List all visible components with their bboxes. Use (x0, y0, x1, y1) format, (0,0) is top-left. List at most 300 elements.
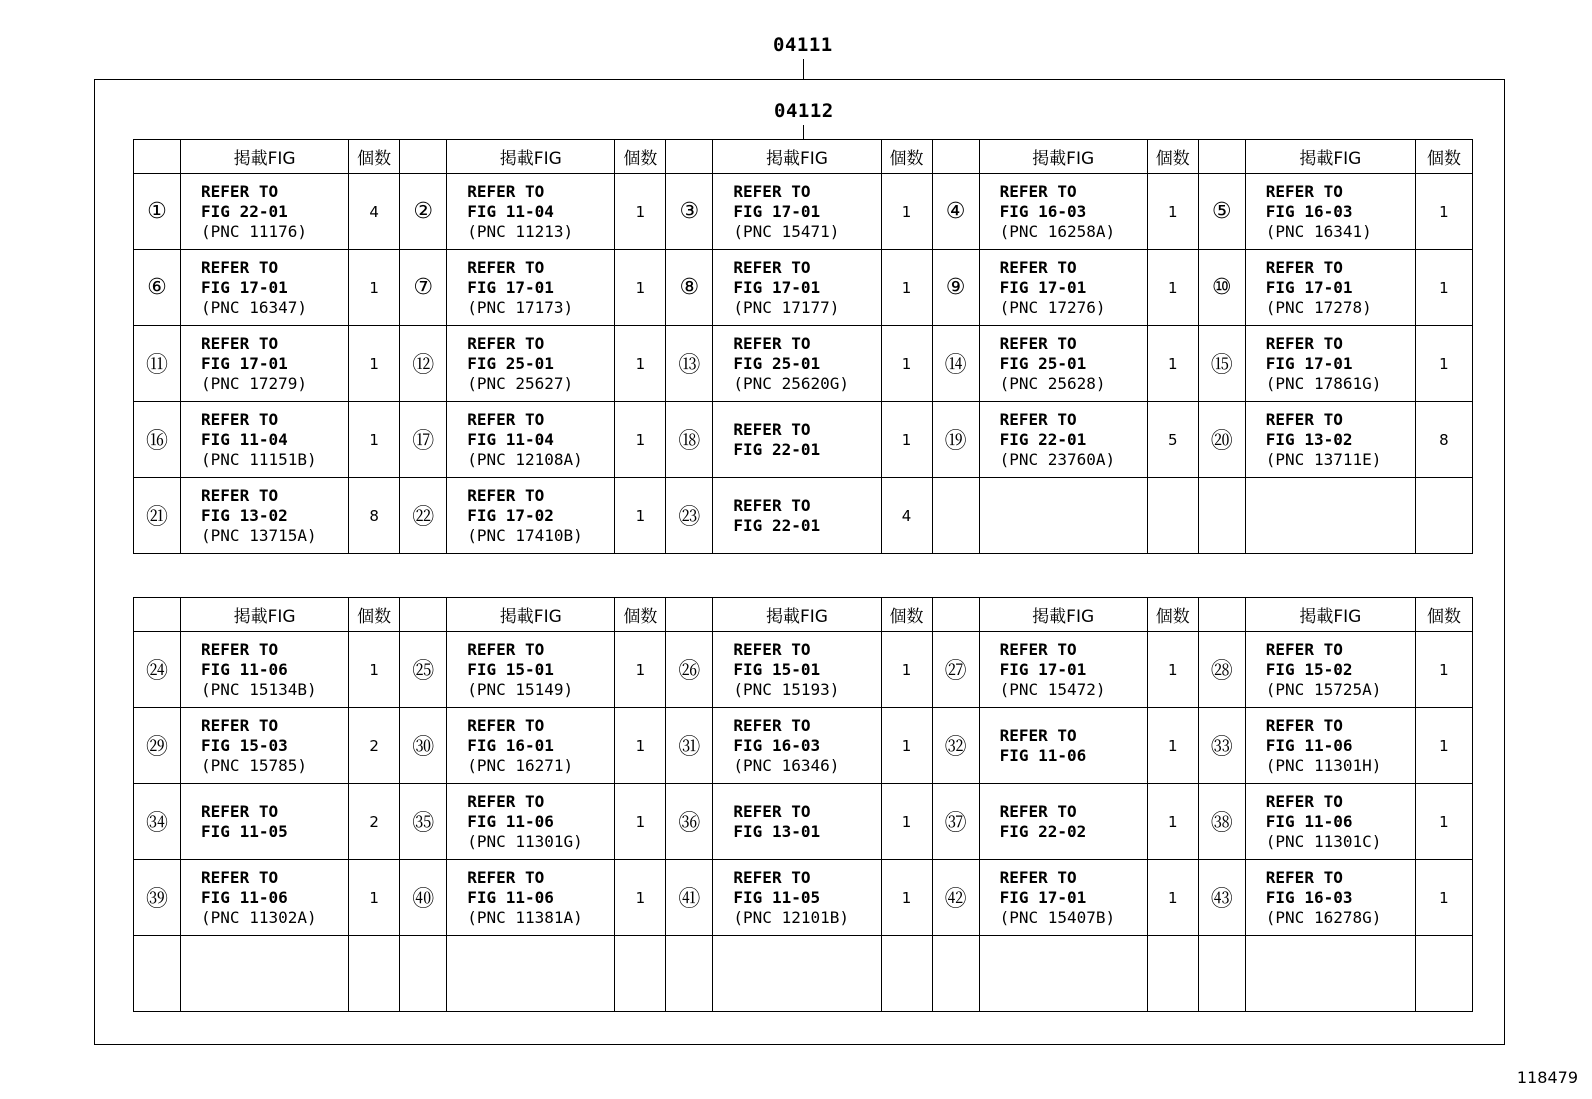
quantity: 1 (881, 632, 932, 708)
pnc-code: (PNC 16278G) (1265, 907, 1382, 927)
item-number: ⑩ (1198, 250, 1245, 326)
item-number: ㉖ (666, 632, 713, 708)
fig-reference (447, 784, 615, 860)
item-number: ㉒ (400, 478, 447, 554)
quantity: 1 (1147, 860, 1198, 936)
fig-reference (713, 326, 881, 402)
fig-reference (1245, 402, 1415, 478)
refer-to-text: REFER TO (999, 725, 1077, 745)
pnc-code: (PNC 15471) (733, 221, 840, 241)
item-number (1198, 936, 1245, 1012)
fig-reference (181, 860, 349, 936)
fig-number: FIG 25-01 (733, 353, 821, 373)
item-number: ⑮ (1198, 326, 1245, 402)
fig-reference (713, 402, 881, 478)
fig-number: FIG 17-01 (1265, 277, 1353, 297)
header-number-cell (400, 140, 447, 174)
fig-reference (1245, 478, 1415, 554)
fig-reference (1245, 174, 1415, 250)
fig-reference (1245, 632, 1415, 708)
quantity: 1 (615, 174, 666, 250)
pnc-code: (PNC 11301C) (1265, 831, 1382, 851)
pnc-code: (PNC 17861G) (1265, 373, 1382, 393)
quantity: 1 (615, 784, 666, 860)
refer-to-text: REFER TO (467, 257, 545, 277)
fig-number: FIG 16-01 (467, 735, 554, 755)
table-row (134, 250, 1473, 326)
fig-reference (447, 250, 615, 326)
fig-number: FIG 11-06 (467, 811, 554, 831)
fig-reference (447, 402, 615, 478)
quantity: 1 (615, 402, 666, 478)
fig-reference (181, 250, 349, 326)
quantity: 1 (1415, 250, 1472, 326)
refer-to-text: REFER TO (1265, 409, 1343, 429)
quantity: 1 (881, 326, 932, 402)
quantity: 1 (1147, 326, 1198, 402)
table-header-row (134, 598, 1473, 632)
fig-number: FIG 17-01 (733, 201, 821, 221)
fig-reference (181, 708, 349, 784)
item-number (932, 478, 979, 554)
header-qty-cell: 個数 (1415, 598, 1472, 632)
refer-to-text: REFER TO (1265, 257, 1343, 277)
item-number: ⑫ (400, 326, 447, 402)
refer-to-text: REFER TO (1265, 639, 1343, 659)
pnc-code: (PNC 17177) (733, 297, 840, 317)
quantity: 5 (1147, 402, 1198, 478)
fig-reference (713, 478, 881, 554)
fig-number: FIG 22-01 (999, 429, 1087, 449)
fig-reference (447, 860, 615, 936)
pnc-code: (PNC 11302A) (201, 907, 317, 927)
header-qty-cell: 個数 (349, 140, 400, 174)
fig-reference (979, 174, 1147, 250)
item-number: ㉔ (134, 632, 181, 708)
item-number: ⑬ (666, 326, 713, 402)
fig-reference (1245, 326, 1415, 402)
header-qty-cell: 個数 (1415, 140, 1472, 174)
table-row (134, 326, 1473, 402)
refer-to-text: REFER TO (1265, 715, 1343, 735)
item-number: ㉗ (932, 632, 979, 708)
fig-number: FIG 22-01 (733, 515, 821, 535)
quantity: 8 (1415, 402, 1472, 478)
refer-to-text: REFER TO (201, 801, 279, 821)
pnc-code: (PNC 13715A) (201, 525, 317, 545)
quantity: 1 (1415, 326, 1472, 402)
item-number: ㉑ (134, 478, 181, 554)
fig-number: FIG 17-01 (201, 353, 288, 373)
fig-reference (713, 174, 881, 250)
header-fig-cell: 掲載FIG (447, 140, 615, 174)
pnc-code: (PNC 23760A) (999, 449, 1116, 469)
quantity: 1 (349, 632, 400, 708)
pnc-code: (PNC 15472) (999, 679, 1106, 699)
refer-to-text: REFER TO (733, 639, 811, 659)
quantity (881, 936, 932, 1012)
fig-reference (713, 936, 881, 1012)
fig-number: FIG 16-03 (1265, 201, 1353, 221)
item-number: ⑱ (666, 402, 713, 478)
refer-to-text: REFER TO (999, 181, 1077, 201)
fig-reference (1245, 708, 1415, 784)
table-row (134, 708, 1473, 784)
refer-to-text: REFER TO (467, 867, 545, 887)
item-number: ㉕ (400, 632, 447, 708)
item-number: ⑤ (1198, 174, 1245, 250)
fig-reference (1245, 250, 1415, 326)
item-number: ㉜ (932, 708, 979, 784)
pnc-code: (PNC 16347) (201, 297, 307, 317)
refer-to-text: REFER TO (733, 801, 811, 821)
header-qty-cell: 個数 (615, 598, 666, 632)
pnc-code: (PNC 17279) (201, 373, 307, 393)
quantity: 1 (881, 402, 932, 478)
table-row (134, 478, 1473, 554)
quantity: 1 (615, 478, 666, 554)
table-header-row (134, 140, 1473, 174)
quantity: 1 (881, 250, 932, 326)
item-number: ㊴ (134, 860, 181, 936)
item-number: ㊷ (932, 860, 979, 936)
item-number: ⑰ (400, 402, 447, 478)
quantity: 1 (1147, 632, 1198, 708)
item-number: ㉝ (1198, 708, 1245, 784)
header-qty-cell: 個数 (1147, 598, 1198, 632)
pnc-code: (PNC 15785) (201, 755, 307, 775)
outer-assembly-code: 04111 (773, 34, 833, 56)
pnc-code: (PNC 11213) (467, 221, 574, 241)
fig-reference (1245, 860, 1415, 936)
fig-reference (181, 402, 349, 478)
fig-reference (979, 250, 1147, 326)
pnc-code: (PNC 25628) (999, 373, 1106, 393)
quantity: 1 (615, 632, 666, 708)
fig-number: FIG 13-01 (733, 821, 821, 841)
fig-reference (713, 784, 881, 860)
refer-to-text: REFER TO (733, 181, 811, 201)
fig-number: FIG 17-01 (733, 277, 821, 297)
item-number: ⑧ (666, 250, 713, 326)
fig-reference (713, 632, 881, 708)
item-number (932, 936, 979, 1012)
refer-to-text: REFER TO (733, 495, 811, 515)
fig-number: FIG 13-02 (1265, 429, 1353, 449)
fig-number: FIG 22-02 (999, 821, 1087, 841)
fig-reference (447, 936, 615, 1012)
pnc-code: (PNC 16341) (1265, 221, 1372, 241)
refer-to-text: REFER TO (999, 639, 1077, 659)
pnc-code: (PNC 16346) (733, 755, 840, 775)
table-row (134, 936, 1473, 1012)
item-number: ② (400, 174, 447, 250)
refer-to-text: REFER TO (999, 867, 1077, 887)
pnc-code: (PNC 12108A) (467, 449, 583, 469)
fig-number: FIG 17-01 (1265, 353, 1353, 373)
item-number: ㊱ (666, 784, 713, 860)
quantity (1147, 478, 1198, 554)
refer-to-text: REFER TO (1265, 791, 1343, 811)
fig-reference (979, 632, 1147, 708)
pnc-code: (PNC 11301G) (467, 831, 583, 851)
table-row (134, 784, 1473, 860)
refer-to-text: REFER TO (201, 181, 279, 201)
refer-to-text: REFER TO (999, 257, 1077, 277)
item-number: ⑥ (134, 250, 181, 326)
item-number: ⑯ (134, 402, 181, 478)
header-number-cell (1198, 598, 1245, 632)
fig-number: FIG 15-03 (201, 735, 288, 755)
pnc-code: (PNC 11151B) (201, 449, 317, 469)
header-qty-cell: 個数 (881, 140, 932, 174)
item-number: ㉚ (400, 708, 447, 784)
quantity: 1 (615, 860, 666, 936)
item-number (400, 936, 447, 1012)
header-number-cell (1198, 140, 1245, 174)
item-number (134, 936, 181, 1012)
item-number: ⑦ (400, 250, 447, 326)
fig-reference (979, 784, 1147, 860)
quantity (1415, 478, 1472, 554)
quantity: 1 (1147, 250, 1198, 326)
pnc-code: (PNC 15134B) (201, 679, 317, 699)
fig-number: FIG 11-06 (201, 887, 288, 907)
item-number: ⑪ (134, 326, 181, 402)
quantity: 4 (881, 478, 932, 554)
fig-number: FIG 16-03 (733, 735, 821, 755)
fig-reference (447, 326, 615, 402)
header-number-cell (134, 598, 181, 632)
pnc-code: (PNC 11176) (201, 221, 307, 241)
header-number-cell (666, 598, 713, 632)
item-number: ㉟ (400, 784, 447, 860)
header-number-cell (400, 598, 447, 632)
refer-to-text: REFER TO (467, 181, 545, 201)
quantity: 2 (349, 784, 400, 860)
refer-to-text: REFER TO (467, 715, 545, 735)
fig-reference (181, 174, 349, 250)
quantity: 1 (1415, 632, 1472, 708)
header-number-cell (932, 140, 979, 174)
pnc-code: (PNC 17276) (999, 297, 1106, 317)
fig-number: FIG 16-03 (999, 201, 1087, 221)
header-fig-cell: 掲載FIG (713, 140, 881, 174)
fig-number: FIG 11-06 (1265, 735, 1353, 755)
pnc-code: (PNC 15725A) (1265, 679, 1382, 699)
item-number: ㊸ (1198, 860, 1245, 936)
item-number (1198, 478, 1245, 554)
quantity: 8 (349, 478, 400, 554)
fig-number: FIG 11-04 (467, 429, 554, 449)
refer-to-text: REFER TO (467, 333, 545, 353)
fig-number: FIG 22-01 (201, 201, 288, 221)
illustration-id: 118479 (1516, 1068, 1578, 1087)
fig-reference (1245, 784, 1415, 860)
refer-to-text: REFER TO (1265, 181, 1343, 201)
refer-to-text: REFER TO (733, 257, 811, 277)
item-number: ④ (932, 174, 979, 250)
fig-number: FIG 15-01 (467, 659, 554, 679)
refer-to-text: REFER TO (999, 333, 1077, 353)
quantity: 1 (1415, 860, 1472, 936)
quantity (1415, 936, 1472, 1012)
item-number: ㉞ (134, 784, 181, 860)
quantity: 2 (349, 708, 400, 784)
fig-number: FIG 16-03 (1265, 887, 1353, 907)
table-row (134, 860, 1473, 936)
pnc-code: (PNC 15149) (467, 679, 574, 699)
header-qty-cell: 個数 (1147, 140, 1198, 174)
quantity: 1 (1415, 708, 1472, 784)
fig-reference (447, 478, 615, 554)
refer-to-text: REFER TO (201, 639, 279, 659)
fig-number: FIG 17-01 (999, 887, 1087, 907)
fig-number: FIG 25-01 (467, 353, 554, 373)
header-fig-cell: 掲載FIG (979, 140, 1147, 174)
table-row (134, 174, 1473, 250)
quantity: 1 (1147, 174, 1198, 250)
fig-number: FIG 15-01 (733, 659, 821, 679)
item-number: ㉛ (666, 708, 713, 784)
refer-to-text: REFER TO (201, 715, 279, 735)
fig-reference (181, 326, 349, 402)
quantity: 4 (349, 174, 400, 250)
header-number-cell (666, 140, 713, 174)
quantity: 1 (1415, 784, 1472, 860)
quantity: 1 (615, 326, 666, 402)
fig-number: FIG 22-01 (733, 439, 821, 459)
fig-number: FIG 17-01 (467, 277, 554, 297)
item-number: ⑲ (932, 402, 979, 478)
quantity: 1 (1147, 708, 1198, 784)
header-qty-cell: 個数 (615, 140, 666, 174)
refer-to-text: REFER TO (1265, 867, 1343, 887)
pnc-code: (PNC 17173) (467, 297, 574, 317)
pnc-code: (PNC 25620G) (733, 373, 849, 393)
fig-reference (713, 708, 881, 784)
fig-reference (979, 708, 1147, 784)
fig-reference (979, 402, 1147, 478)
quantity: 1 (1415, 174, 1472, 250)
quantity: 1 (615, 250, 666, 326)
item-number (666, 936, 713, 1012)
item-number: ㊶ (666, 860, 713, 936)
header-fig-cell: 掲載FIG (1245, 140, 1415, 174)
quantity: 1 (881, 708, 932, 784)
item-number: ㊵ (400, 860, 447, 936)
item-number: ㊲ (932, 784, 979, 860)
item-number: ㊳ (1198, 784, 1245, 860)
fig-number: FIG 25-01 (999, 353, 1087, 373)
item-number: ⑭ (932, 326, 979, 402)
header-fig-cell: 掲載FIG (1245, 598, 1415, 632)
fig-number: FIG 11-06 (201, 659, 288, 679)
fig-reference (979, 860, 1147, 936)
pnc-code: (PNC 11301H) (1265, 755, 1382, 775)
item-number: ㉙ (134, 708, 181, 784)
refer-to-text: REFER TO (201, 485, 279, 505)
item-number: ③ (666, 174, 713, 250)
fig-reference (713, 860, 881, 936)
fig-number: FIG 17-01 (999, 659, 1087, 679)
quantity: 1 (615, 708, 666, 784)
quantity: 1 (349, 250, 400, 326)
item-number: ㉓ (666, 478, 713, 554)
quantity (615, 936, 666, 1012)
pnc-code: (PNC 17278) (1265, 297, 1372, 317)
fig-number: FIG 11-05 (201, 821, 288, 841)
refer-to-text: REFER TO (733, 867, 811, 887)
quantity: 1 (349, 326, 400, 402)
fig-reference (713, 250, 881, 326)
pnc-code: (PNC 17410B) (467, 525, 583, 545)
item-number: ⑳ (1198, 402, 1245, 478)
inner-leader-line (803, 125, 804, 140)
fig-number: FIG 11-04 (467, 201, 554, 221)
fig-reference (447, 174, 615, 250)
refer-to-text: REFER TO (201, 867, 279, 887)
fig-reference (447, 708, 615, 784)
quantity: 1 (349, 860, 400, 936)
pnc-code: (PNC 15193) (733, 679, 840, 699)
pnc-code: (PNC 16271) (467, 755, 574, 775)
pnc-code: (PNC 12101B) (733, 907, 849, 927)
refer-to-text: REFER TO (999, 409, 1077, 429)
header-qty-cell: 個数 (881, 598, 932, 632)
header-fig-cell: 掲載FIG (447, 598, 615, 632)
fig-reference (979, 478, 1147, 554)
table-row (134, 632, 1473, 708)
fig-reference (181, 632, 349, 708)
refer-to-text: REFER TO (201, 333, 279, 353)
item-number: ① (134, 174, 181, 250)
fig-number: FIG 11-04 (201, 429, 288, 449)
pnc-code: (PNC 25627) (467, 373, 574, 393)
header-number-cell (134, 140, 181, 174)
refer-to-text: REFER TO (733, 419, 811, 439)
parts-table-1 (133, 139, 1473, 554)
header-qty-cell: 個数 (349, 598, 400, 632)
outer-leader-line (803, 59, 804, 79)
quantity: 1 (881, 784, 932, 860)
inner-assembly-code: 04112 (774, 100, 834, 122)
refer-to-text: REFER TO (733, 333, 811, 353)
table-row (134, 402, 1473, 478)
refer-to-text: REFER TO (999, 801, 1077, 821)
refer-to-text: REFER TO (467, 639, 545, 659)
quantity: 1 (349, 402, 400, 478)
header-fig-cell: 掲載FIG (181, 140, 349, 174)
pnc-code: (PNC 13711E) (1265, 449, 1382, 469)
pnc-code: (PNC 11381A) (467, 907, 583, 927)
refer-to-text: REFER TO (467, 409, 545, 429)
quantity: 1 (1147, 784, 1198, 860)
header-fig-cell: 掲載FIG (713, 598, 881, 632)
pnc-code: (PNC 16258A) (999, 221, 1116, 241)
quantity (349, 936, 400, 1012)
fig-reference (979, 936, 1147, 1012)
quantity: 1 (881, 860, 932, 936)
item-number: ⑨ (932, 250, 979, 326)
pnc-code: (PNC 15407B) (999, 907, 1116, 927)
fig-number: FIG 11-05 (733, 887, 821, 907)
quantity: 1 (881, 174, 932, 250)
fig-reference (181, 936, 349, 1012)
header-fig-cell: 掲載FIG (979, 598, 1147, 632)
fig-reference (181, 478, 349, 554)
fig-reference (979, 326, 1147, 402)
